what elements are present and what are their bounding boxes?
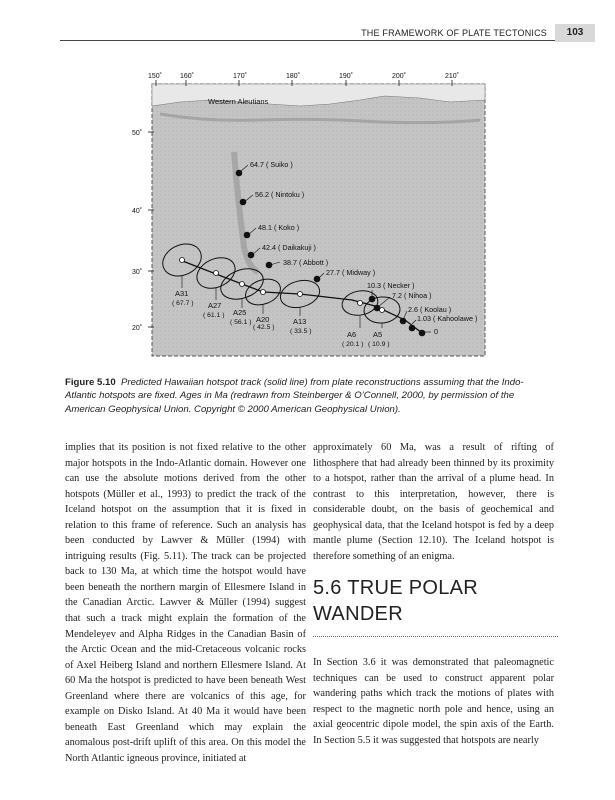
header-rule <box>60 40 555 41</box>
anomaly-label: A5 <box>373 330 383 339</box>
seamount-label: 7.2 ( Nihoa ) <box>392 291 432 300</box>
anomaly-label: A20 <box>256 315 270 324</box>
anomaly-label: A13 <box>293 317 307 326</box>
anomaly-age: ( 56.1 ) <box>230 319 252 326</box>
caption-text: Predicted Hawaiian hotspot track (solid line) from plate reconstructions assuming that the Indo-Atlantic hotspots are fixed. Ages in Ma (redrawn from Steinberger & O’Connell, 2000, by permission of the American Geophysical Union. Copyright © 2000 American Geophysical Union). <box>65 377 524 415</box>
anomaly-age: ( 42.5 ) <box>253 324 275 331</box>
anomaly-age: ( 33.5 ) <box>290 328 312 335</box>
seamount-label: 56.2 ( Nintoku ) <box>255 190 305 199</box>
seamount-label: 1.03 ( Kahoolawe ) <box>417 314 478 323</box>
anomaly-label: A31 <box>175 289 189 298</box>
anomaly-label: A27 <box>208 301 222 310</box>
anomaly-age: ( 61.1 ) <box>203 312 225 319</box>
region-label: Western Aleutians <box>208 97 269 106</box>
figure-caption <box>65 376 555 416</box>
seamount-label: 38.7 ( Abbott ) <box>283 258 329 267</box>
body-right-column-top: approximately 60 Ma, was a result of rifting of lithosphere that had already been thinned by its proximity to a hotspot, rather than the arrival of a plume head. In contrast to this interpretation, however, there is considerable doubt, on the basis of geochemical and geophysical data, that the Iceland hotspot is fed by a deep mantle plume (Section 12.10). The Iceland hotspot is therefore something of an enigma. <box>313 442 554 562</box>
seamount-label: 10.3 ( Necker ) <box>367 281 415 290</box>
latitude-label: 30˚ <box>132 269 143 276</box>
latitude-label: 20˚ <box>132 325 143 332</box>
hotspot-map <box>120 62 520 372</box>
anomaly-age: ( 67.7 ) <box>172 300 194 307</box>
latitude-label: 50˚ <box>132 130 143 137</box>
longitude-label: 210˚ <box>445 73 460 80</box>
anomaly-age: ( 10.9 ) <box>368 341 390 348</box>
longitude-label: 160˚ <box>180 73 195 80</box>
page-number: 103 <box>555 24 595 42</box>
anomaly-label: A6 <box>347 330 357 339</box>
body-right-column-bottom: In Section 3.6 it was demonstrated that paleomagnetic techniques can be used to construct apparent polar wandering paths which track the motions of plates with respect to the magnetic north pole and hence, using an axial geocentric dipole model, the spin axis of the Earth. In Section 5.5 it was suggested that hotspots are nearly <box>313 657 554 746</box>
seamount-label: 42.4 ( Daikakuji ) <box>262 243 316 252</box>
seamount-label: 2.6 ( Koolau ) <box>408 305 452 314</box>
running-title: THE FRAMEWORK OF PLATE TECTONICS <box>361 28 547 38</box>
longitude-label: 200˚ <box>392 73 407 80</box>
figure-map <box>120 62 520 372</box>
longitude-label: 170˚ <box>233 73 248 80</box>
page-header <box>0 0 615 44</box>
body-left-column: implies that its position is not fixed relative to the other major hotspots in the Indo-Atlantic domain. However one can use the absolute motions derived from the other hotspots (Müller et al., 1993) to predict the track of the Iceland hotspot on the assumption that it is fixed in relation to this frame of reference. Such an analysis has been conducted by Lawver & Müller (1994) with intriguing results (Fig. 5.11). The track can be projected back to 130 Ma, at which time the hotspot would have been beneath the northern margin of Ellesmere Island in the Canadian Arctic. Lawver & Müller (1994) suggest that such a track might explain the formation of the Mendeleyev and Alpha Ridges in the Canadian Basin of the Arctic Ocean and the mid-Cretaceous volcanic rocks of Axel Heiberg Island and northern Ellesmere Island. At 60 Ma the hotspot is predicted to have been beneath West Greenland where there are volcanics of this age, for example on Disko Island. At 40 Ma it would have been beneath East Greenland which may explain the anomalous post-drift uplift of this area. On this model the North Atlantic igneous province, initiated at <box>65 442 306 764</box>
anomaly-label: A25 <box>233 308 247 317</box>
figure-label: Figure 5.10 <box>65 377 116 388</box>
seamount-label: 0 <box>434 327 438 336</box>
seamount-label: 64.7 ( Suiko ) <box>250 160 293 169</box>
longitude-label: 190˚ <box>339 73 354 80</box>
section-heading: 5.6 TRUE POLAR WANDER <box>313 577 479 625</box>
latitude-label: 40˚ <box>132 208 143 215</box>
anomaly-age: ( 20.1 ) <box>342 341 364 348</box>
section-rule <box>313 636 558 637</box>
seamount-label: 27.7 ( Midway ) <box>326 268 376 277</box>
seamount-label: 48.1 ( Koko ) <box>258 223 300 232</box>
longitude-label: 150˚ <box>148 73 163 80</box>
longitude-label: 180˚ <box>286 73 301 80</box>
